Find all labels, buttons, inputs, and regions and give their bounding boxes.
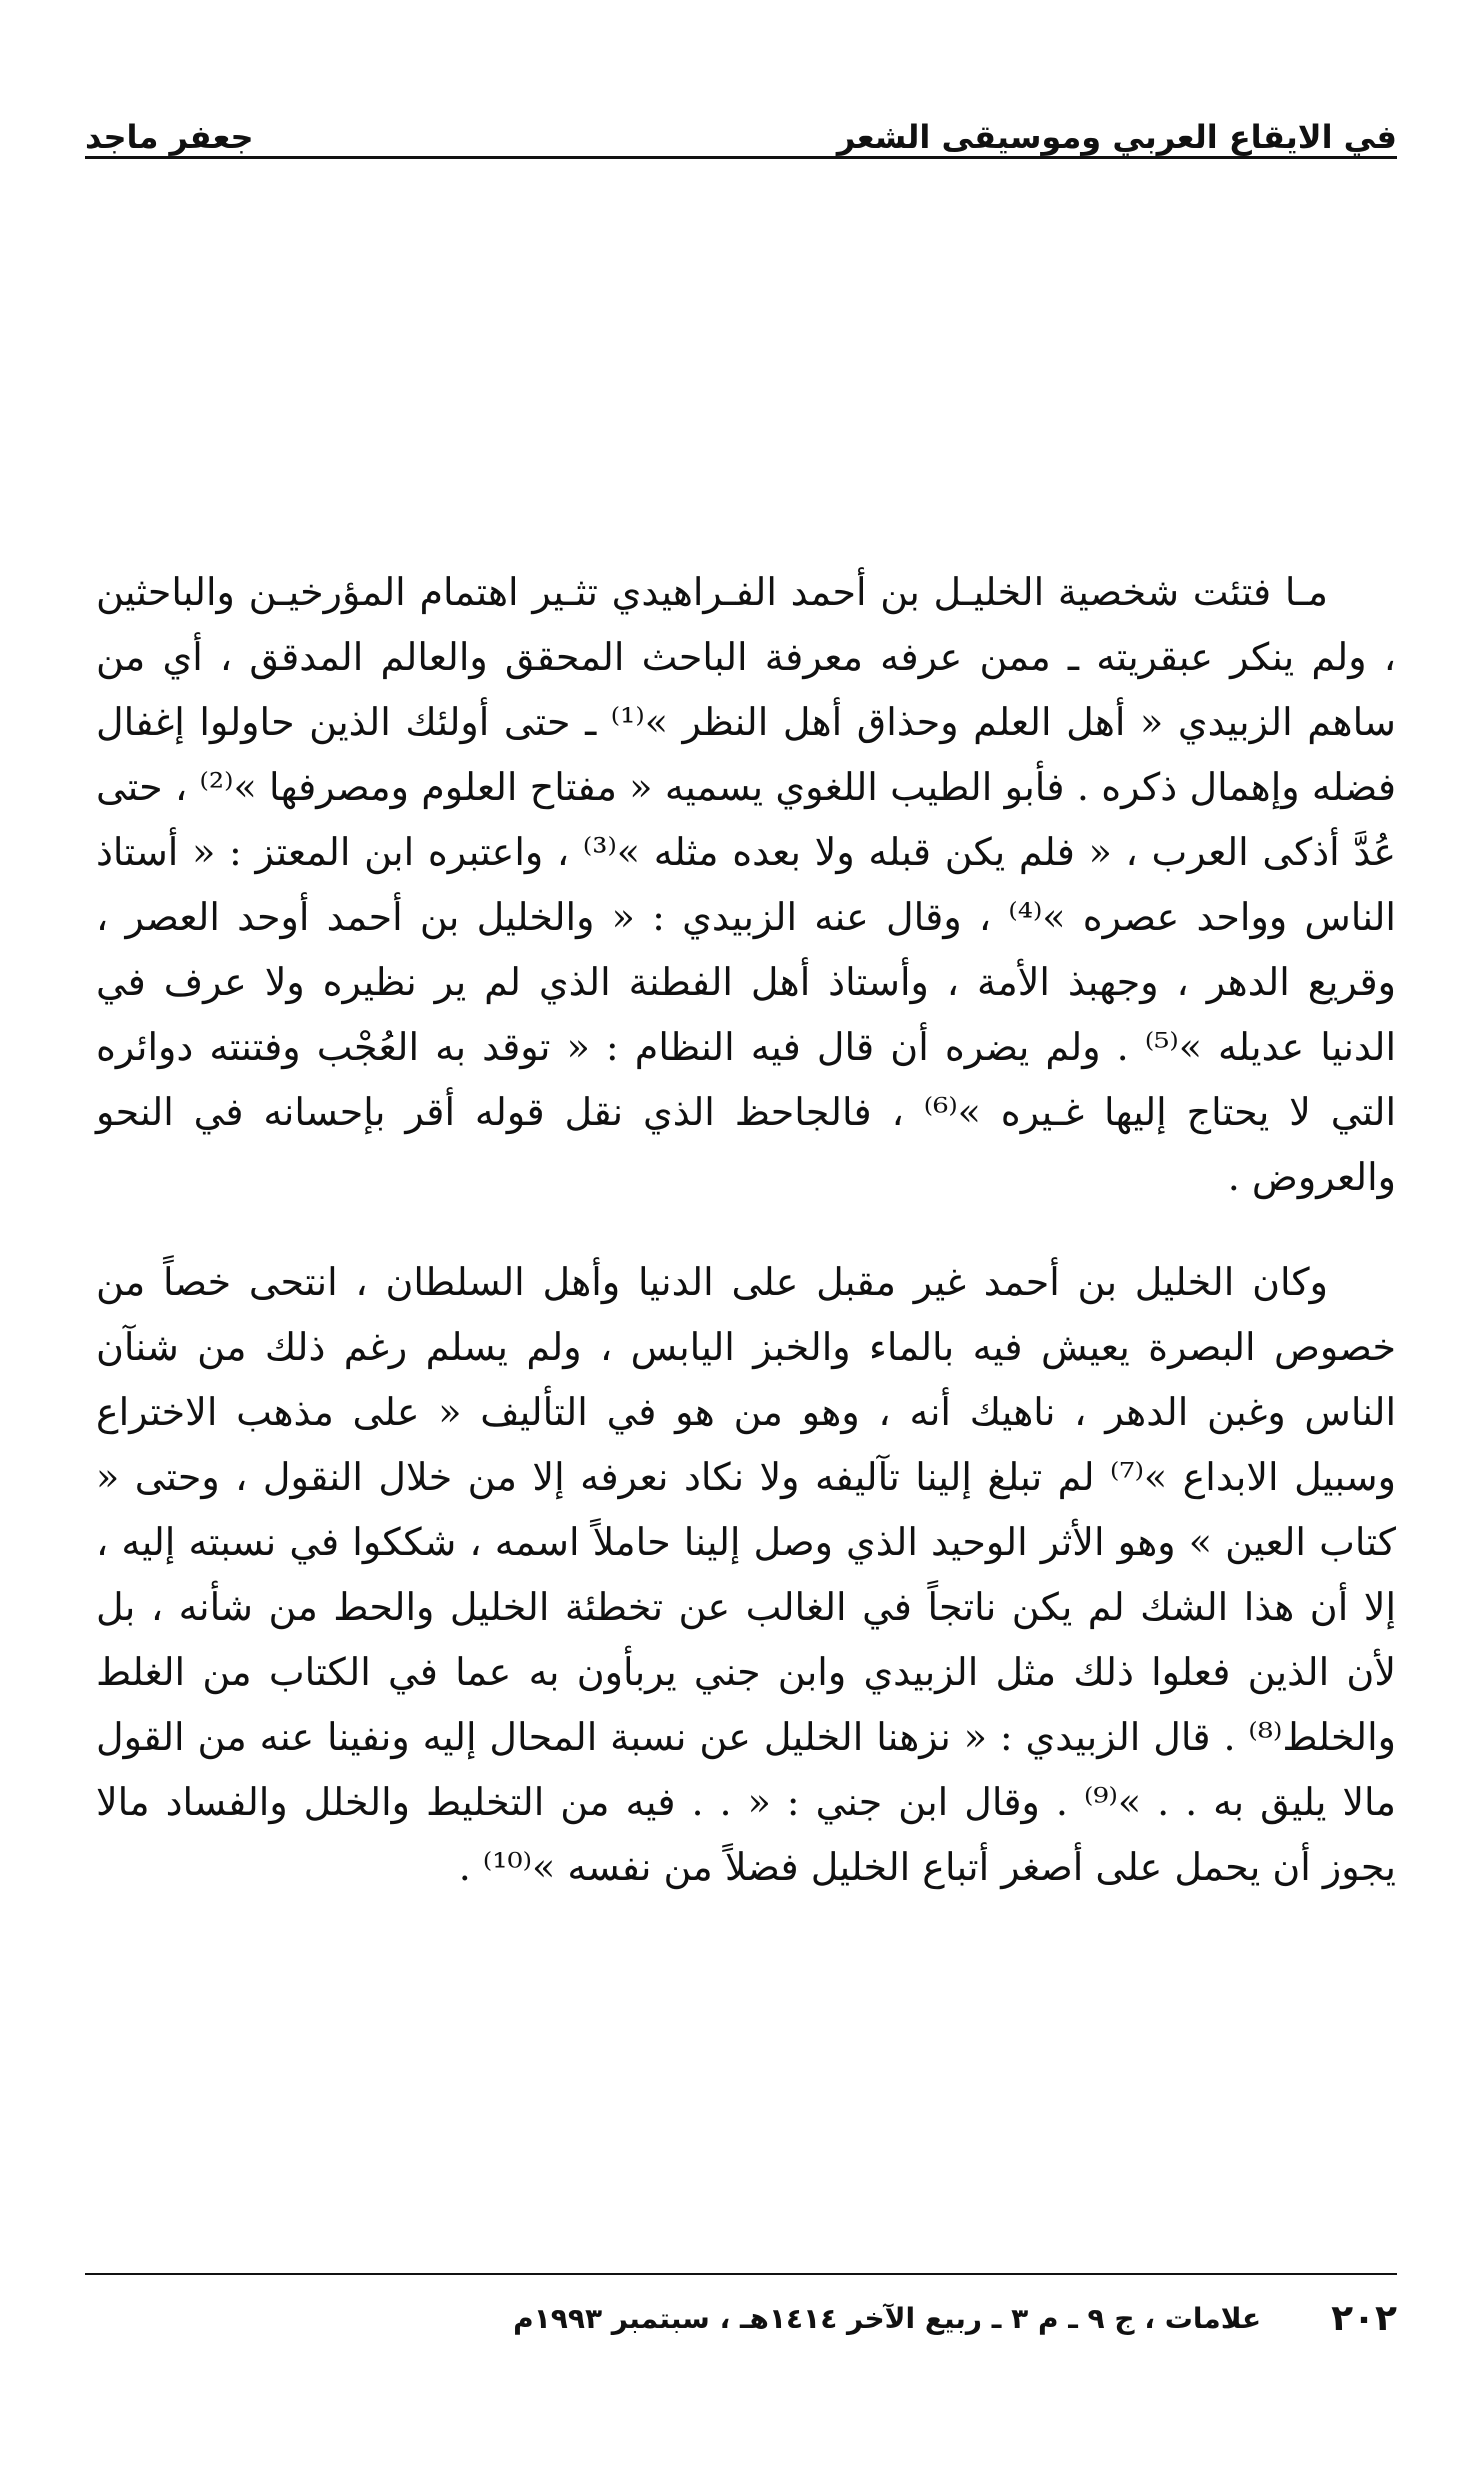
running-title: في الايقاع العربي وموسيقى الشعر xyxy=(836,118,1397,156)
page-footer xyxy=(85,2288,1397,2348)
header-rule xyxy=(85,156,1397,159)
running-author: جعفر ماجد xyxy=(85,118,254,156)
paragraph-2: وكان الخليل بن أحمد غير مقبل على الدنيا وأهل السلطان ، انتحى خصاً من خصوص البصرة يعيش فيه بالماء والخبز اليابس ، ولم يسلم رغم ذلك من شنآن الناس وغبن الدهر ، ناهيك أنه ، وهو من هو في التأليف « على مذهب الاختراع وسبيل الابداع »⁽⁷⁾ لم تبلغ إلينا تآليفه ولا نكاد نعرفه إلا من خلال النقول ، وحتى « كتاب العين » وهو الأثر الوحيد الذي وصل إلينا حاملاً اسمه ، شككوا في نسبته إليه ، إلا أن هذا الشك لم يكن ناتجاً في الغالب عن تخطئة الخليل والحط من شأنه ، بل لأن الذين فعلوا ذلك مثل الزبيدي وابن جني يربأون به عما في الكتاب من الغلط والخلط⁽⁸⁾ . قال الزبيدي : « نزهنا الخليل عن نسبة المحال إليه ونفينا عنه من القول مالا يليق به . . »⁽⁹⁾ . وقال ابن جني : « . . فيه من التخليط والخلل والفساد مالا يجوز أن يحمل على أصغر أتباع الخليل فضلاً من نفسه »⁽¹⁰⁾ . xyxy=(96,1260,1396,1889)
footer-rule xyxy=(85,2273,1397,2275)
body-text xyxy=(96,560,1396,1900)
page-number: ٢٠٢ xyxy=(1331,2297,1397,2339)
journal-citation: علامات ، ج ٩ ـ م ٣ ـ ربيع الآخر ١٤١٤هـ ، سبتمبر ١٩٩٣م xyxy=(513,2301,1262,2335)
running-header xyxy=(85,92,1397,156)
paragraph-1: مـا فتئت شخصية الخليـل بن أحمد الفـراهيدي تثـير اهتمام المؤرخيـن والباحثين ، ولم ينكر عبقريته ـ ممن عرفه معرفة الباحث المحقق والعالم المدقق ، أي من ساهم الزبيدي « أهل العلم وحذاق أهل النظر »⁽¹⁾ ـ حتى أولئك الذين حاولوا إغفال فضله وإهمال ذكره . فأبو الطيب اللغوي يسميه « مفتاح العلوم ومصرفها »⁽²⁾ ، حتى عُدَّ أذكى العرب ، « فلم يكن قبله ولا بعده مثله »⁽³⁾ ، واعتبره ابن المعتز : « أستاذ الناس وواحد عصره »⁽⁴⁾ ، وقال عنه الزبيدي : « والخليل بن أحمد أوحد العصر ، وقريع الدهر ، وجهبذ الأمة ، وأستاذ أهل الفطنة الذي لم ير نظيره ولا عرف في الدنيا عديله »⁽⁵⁾ . ولم يضره أن قال فيه النظام : « توقد به العُجْب وفتنته دوائره التي لا يحتاج إليها غـيره »⁽⁶⁾ ، فالجاحظ الذي نقل قوله أقر بإحسانه في النحو والعروض . xyxy=(96,570,1396,1199)
